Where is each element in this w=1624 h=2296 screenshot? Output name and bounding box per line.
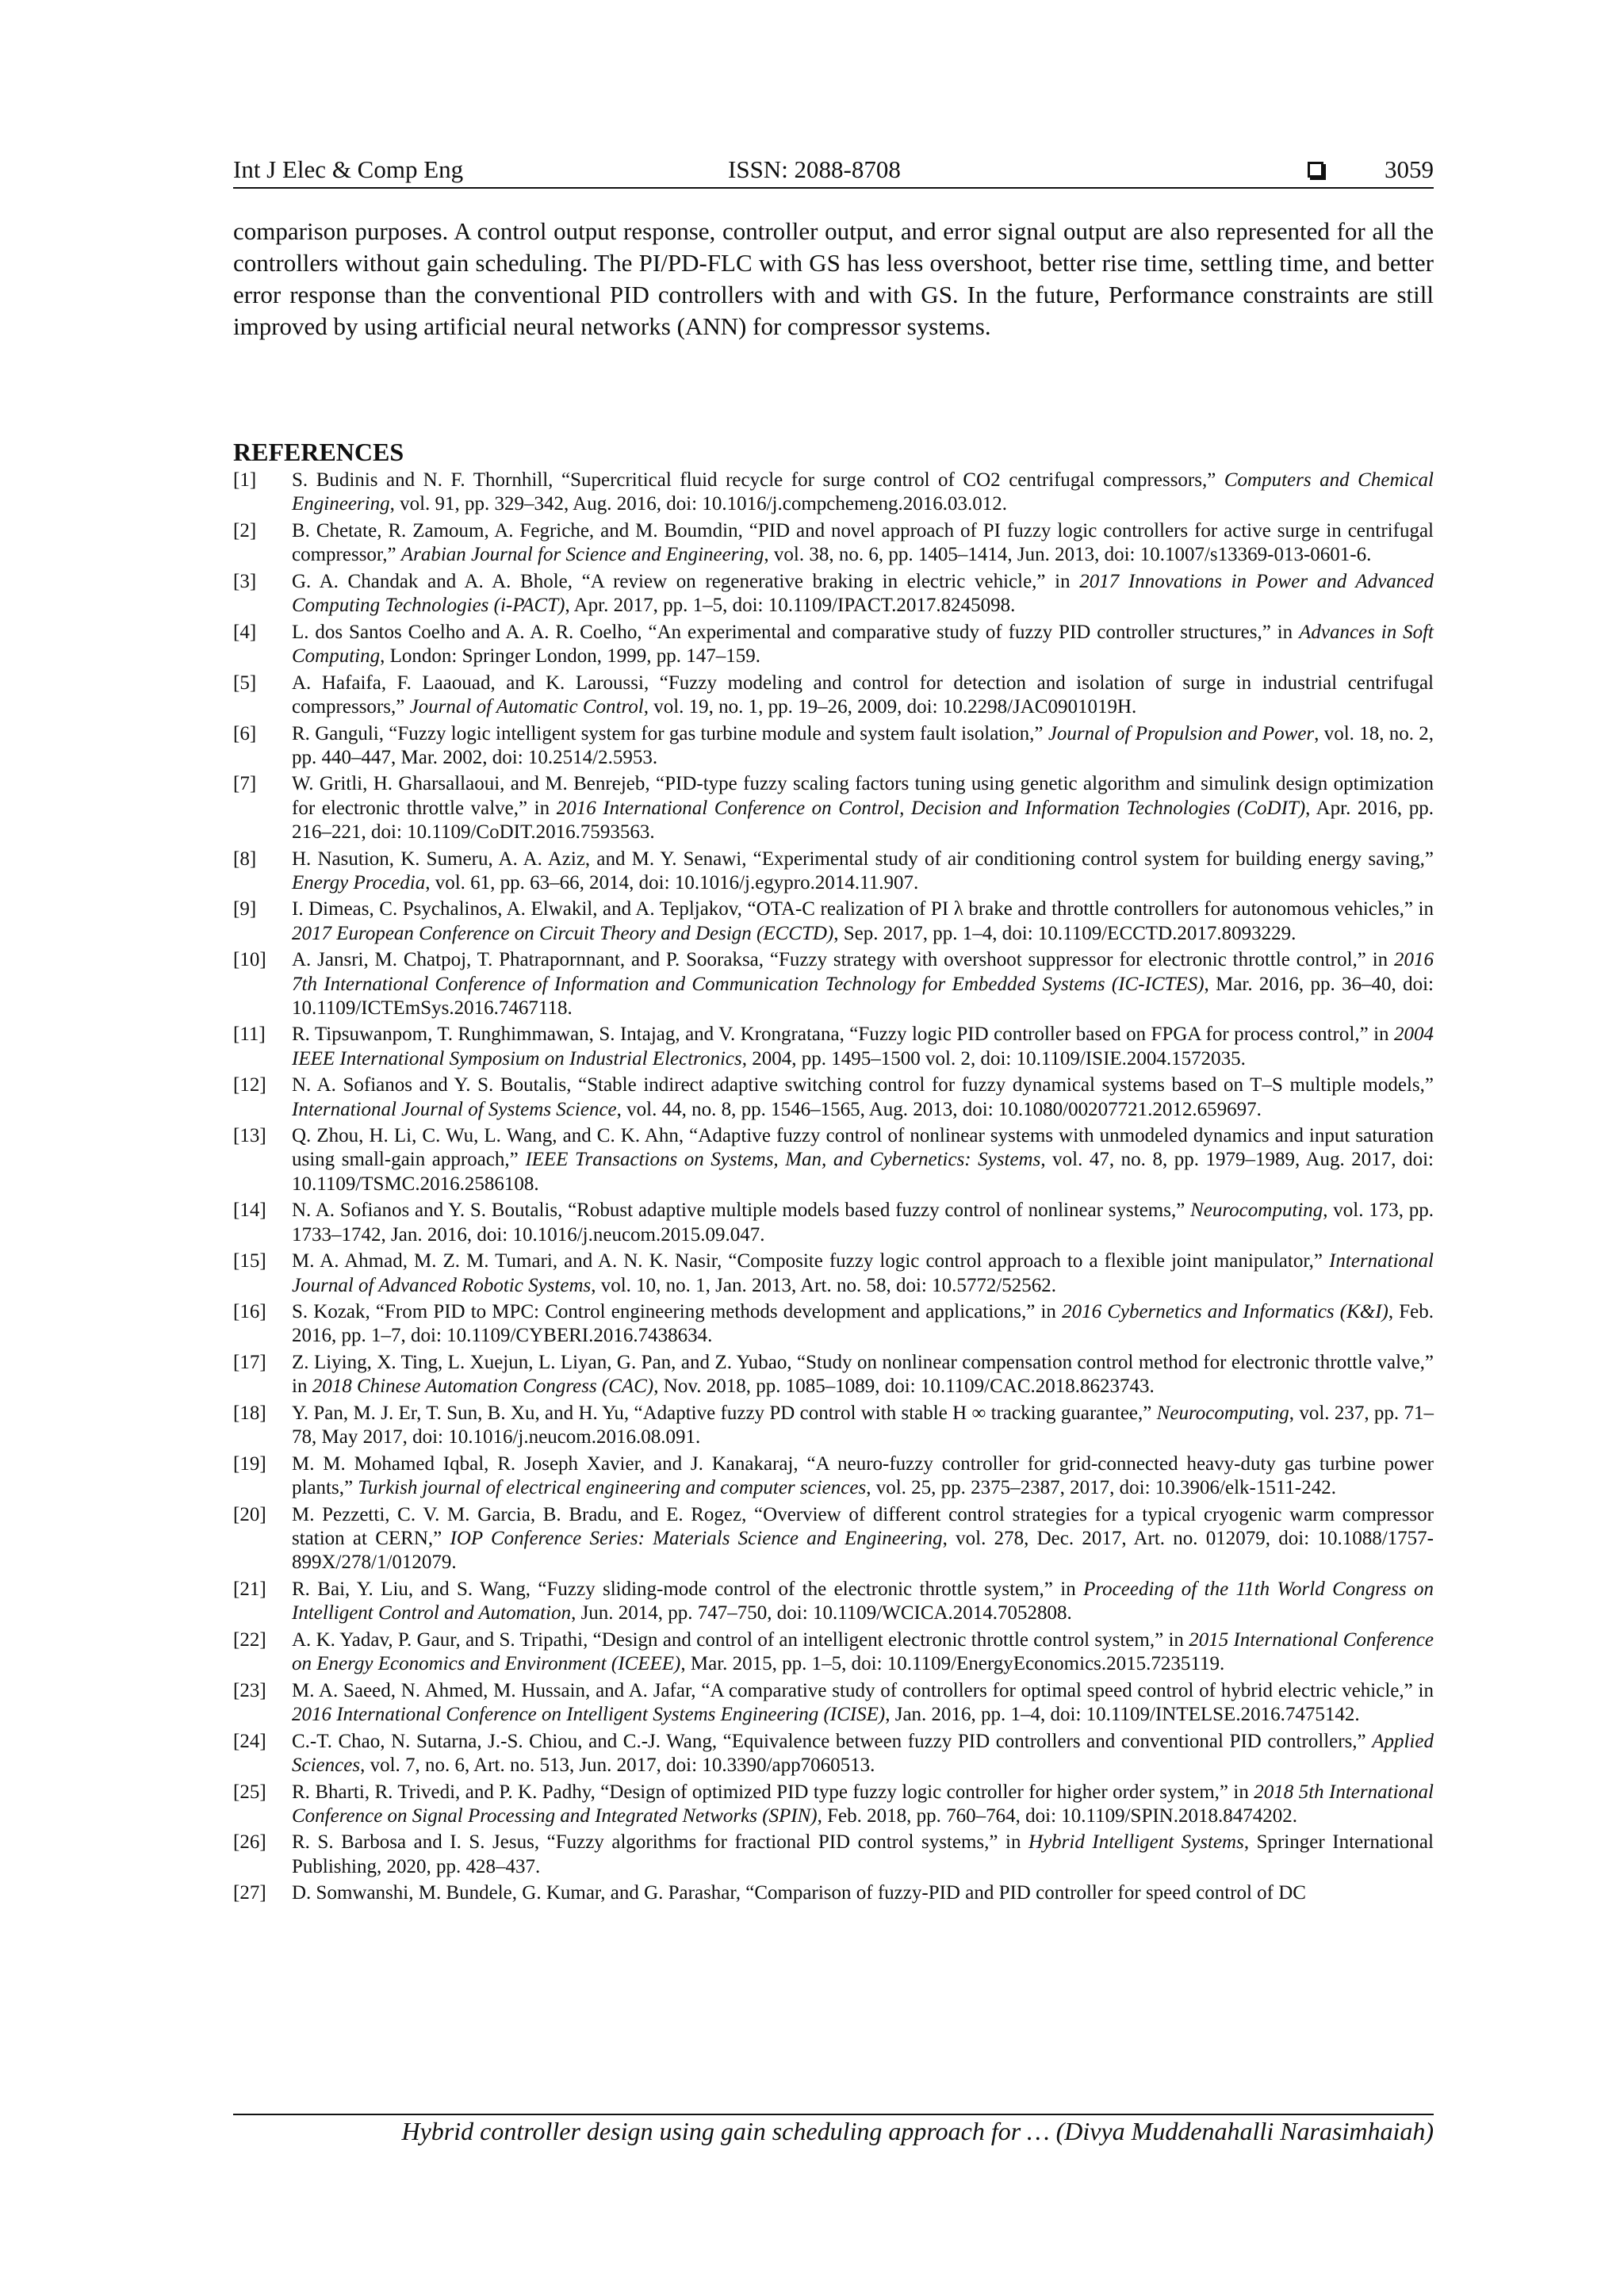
reference-item — [233, 672, 1434, 719]
reference-number: [2] — [233, 519, 257, 541]
reference-authors-title: M. A. Ahmad, M. Z. M. Tumari, and A. N. K. Nasir, “Composite fuzzy logic control approach to a flexible joint manipulator,” — [292, 1250, 1330, 1272]
reference-item — [233, 570, 1434, 618]
reference-details: , Apr. 2017, pp. 1–5, doi: 10.1109/IPACT.2017.8245098. — [565, 595, 1016, 617]
reference-number: [24] — [233, 1730, 266, 1752]
reference-details: , Sep. 2017, pp. 1–4, doi: 10.1109/ECCTD.2017.8093229. — [833, 922, 1297, 944]
reference-venue: Neurocomputing — [1190, 1200, 1323, 1222]
reference-number: [11] — [233, 1024, 266, 1046]
reference-item — [233, 1503, 1434, 1575]
reference-authors-title: A. K. Yadav, P. Gaur, and S. Tripathi, “Design and control of an intelligent electronic throttle control system,” in — [292, 1628, 1189, 1651]
reference-item — [233, 948, 1434, 1020]
reference-authors-title: M. Pezzetti, C. V. M. Garcia, B. Bradu, and E. Rogez, “Overview of different control strategies for a typical cryogenic warm compressor station at CERN,” — [292, 1503, 1434, 1550]
reference-number: [6] — [233, 722, 257, 744]
reference-venue: Journal of Propulsion and Power — [1048, 722, 1315, 744]
reference-details: , Springer International Publishing, 2020, pp. 428–437. — [292, 1831, 1434, 1877]
reference-details: , vol. 61, pp. 63–66, 2014, doi: 10.1016/j.egypro.2014.11.907. — [425, 871, 919, 894]
reference-authors-title: R. Ganguli, “Fuzzy logic intelligent system for gas turbine module and system fault isolation,” — [292, 722, 1048, 744]
reference-venue: 2015 International Conference on Energy Economics and Environment (ICEEE) — [292, 1628, 1434, 1675]
reference-authors-title: N. A. Sofianos and Y. S. Boutalis, “Robust adaptive multiple models based fuzzy control of nonlinear systems,” — [292, 1200, 1191, 1222]
reference-item — [233, 1781, 1434, 1828]
reference-number: [15] — [233, 1250, 266, 1272]
reference-authors-title: S. Budinis and N. F. Thornhill, “Supercritical fluid recycle for surge control of CO2 centrifugal compressors,” — [292, 469, 1224, 491]
reference-number: [9] — [233, 898, 257, 920]
reference-item — [233, 1124, 1434, 1196]
reference-item — [233, 1679, 1434, 1727]
reference-number: [4] — [233, 621, 257, 643]
reference-item — [233, 1452, 1434, 1500]
reference-number: [21] — [233, 1578, 266, 1600]
reference-item — [233, 897, 1434, 945]
reference-details: , vol. 173, pp. 1733–1742, Jan. 2016, doi: 10.1016/j.neucom.2015.09.047. — [292, 1200, 1434, 1246]
reference-details: , Feb. 2018, pp. 760–764, doi: 10.1109/SPIN.2018.8474202. — [817, 1804, 1297, 1827]
reference-details: , vol. 47, no. 8, pp. 1979–1989, Aug. 2017, doi: 10.1109/TSMC.2016.2586108. — [292, 1149, 1434, 1195]
reference-item — [233, 1402, 1434, 1449]
reference-number: [10] — [233, 949, 266, 971]
reference-venue: 2018 Chinese Automation Congress (CAC) — [312, 1376, 654, 1398]
reference-authors-title: L. dos Santos Coelho and A. A. R. Coelho, “An experimental and comparative study of fuzzy PID controller structures,” in — [292, 621, 1300, 643]
reference-authors-title: I. Dimeas, C. Psychalinos, A. Elwakil, and A. Tepljakov, “OTA-C realization of PI λ brake and throttle controllers for autonomous vehicles,” in — [292, 898, 1434, 920]
reference-venue: Advances in Soft Computing — [292, 621, 1434, 667]
reference-number: [7] — [233, 773, 257, 795]
reference-number: [13] — [233, 1125, 266, 1147]
reference-number: [22] — [233, 1628, 266, 1651]
running-title: Hybrid controller design using gain scheduling approach for … (Divya Muddenahalli Narasimhaiah) — [401, 2117, 1434, 2145]
issn: ISSN: 2088-8708 — [728, 155, 901, 183]
reference-details: , vol. 237, pp. 71–78, May 2017, doi: 10.1016/j.neucom.2016.08.091. — [292, 1402, 1434, 1448]
reference-details: , Apr. 2016, pp. 216–221, doi: 10.1109/CoDIT.2016.7593563. — [292, 797, 1434, 843]
reference-venue: Proceeding of the 11th World Congress on Intelligent Control and Automation — [292, 1578, 1434, 1624]
reference-item — [233, 1199, 1434, 1246]
reference-authors-title: N. A. Sofianos and Y. S. Boutalis, “Stable indirect adaptive switching control for fuzzy dynamical systems based on T–S multiple models,” — [292, 1074, 1434, 1096]
reference-authors-title: R. Bai, Y. Liu, and S. Wang, “Fuzzy sliding-mode control of the electronic throttle system,” in — [292, 1578, 1084, 1600]
reference-item — [233, 1578, 1434, 1625]
body-paragraph: comparison purposes. A control output response, controller output, and error signal output are also represented for all the controllers without gain scheduling. The PI/PD-FLC with GS has less overshoot, better rise time, settling time, and better error response than the conventional PID controllers with and with GS. In the future, Performance constraints are still improved by using artificial neural networks (ANN) for compressor systems. — [233, 217, 1434, 340]
reference-item — [233, 1730, 1434, 1777]
reference-item — [233, 722, 1434, 770]
reference-venue: 2016 International Conference on Control, Decision and Information Technologies (CoDIT) — [556, 797, 1306, 819]
reference-details: , vol. 7, no. 6, Art. no. 513, Jun. 2017, doi: 10.3390/app7060513. — [360, 1754, 875, 1776]
reference-details: , vol. 91, pp. 329–342, Aug. 2016, doi: 10.1016/j.compchemeng.2016.03.012. — [389, 493, 1008, 515]
reference-venue: Energy Procedia — [292, 871, 426, 894]
reference-number: [23] — [233, 1679, 266, 1701]
reference-authors-title: Q. Zhou, H. Li, C. Wu, L. Wang, and C. K. Ahn, “Adaptive fuzzy control of nonlinear systems with unmodeled dynamics and input saturation using small-gain approach,” — [292, 1125, 1434, 1171]
reference-number: [25] — [233, 1781, 266, 1803]
reference-authors-title: Y. Pan, M. J. Er, T. Sun, B. Xu, and H. Yu, “Adaptive fuzzy PD control with stable H ∞ tracking guarantee,” — [292, 1402, 1157, 1425]
reference-details: , Mar. 2016, pp. 36–40, doi: 10.1109/ICTEmSys.2016.7467118. — [292, 973, 1434, 1019]
reference-authors-title: H. Nasution, K. Sumeru, A. A. Aziz, and M. Y. Senawi, “Experimental study of air conditioning control system for building energy saving,” — [292, 848, 1434, 870]
references-heading: REFERENCES — [233, 438, 404, 466]
reference-authors-title: R. S. Barbosa and I. S. Jesus, “Fuzzy algorithms for fractional PID control systems,” in — [292, 1831, 1029, 1854]
reference-number: [16] — [233, 1301, 266, 1323]
page-header — [233, 155, 1434, 190]
reference-item — [233, 1023, 1434, 1070]
reference-details: , Jan. 2016, pp. 1–4, doi: 10.1109/INTELSE.2016.7475142. — [885, 1703, 1360, 1725]
reference-item — [233, 848, 1434, 895]
reference-number: [17] — [233, 1352, 266, 1374]
reference-item — [233, 469, 1434, 516]
reference-venue: 2016 Cybernetics and Informatics (K&I) — [1062, 1301, 1388, 1323]
reference-number: [27] — [233, 1882, 266, 1904]
reference-authors-title: R. Tipsuwanpom, T. Runghimmawan, S. Intajag, and V. Krongratana, “Fuzzy logic PID controller based on FPGA for process control,” in — [292, 1024, 1394, 1046]
reference-venue: IEEE Transactions on Systems, Man, and Cybernetics: Systems — [525, 1149, 1041, 1171]
reference-venue: International Journal of Advanced Robotic Systems — [292, 1250, 1434, 1296]
reference-details: , vol. 278, Dec. 2017, Art. no. 012079, doi: 10.1088/1757-899X/278/1/012079. — [292, 1528, 1434, 1574]
reference-details: , Feb. 2016, pp. 1–7, doi: 10.1109/CYBERI.2016.7438634. — [292, 1301, 1434, 1347]
reference-venue: Journal of Automatic Control — [409, 695, 644, 718]
reference-authors-title: Z. Liying, X. Ting, L. Xuejun, L. Liyan, G. Pan, and Z. Yubao, “Study on nonlinear compensation control method for electronic throttle valve,” in — [292, 1352, 1434, 1398]
reference-authors-title: B. Chetate, R. Zamoum, A. Fegriche, and M. Boumdin, “PID and novel approach of PI fuzzy logic controllers for active surge in centrifugal compressor,” — [292, 519, 1434, 566]
reference-authors-title: W. Gritli, H. Gharsallaoui, and M. Benrejeb, “PID-type fuzzy scaling factors tuning using genetic algorithm and simulink design optimization for electronic throttle valve,” in — [292, 773, 1434, 819]
reference-details: , London: Springer London, 1999, pp. 147–159. — [380, 645, 760, 667]
reference-authors-title: M. M. Mohamed Iqbal, R. Joseph Xavier, and J. Kanakaraj, “A neuro-fuzzy controller for grid-connected heavy-duty gas turbine power plants,” — [292, 1452, 1434, 1499]
reference-item — [233, 1351, 1434, 1399]
reference-venue: 2004 IEEE International Symposium on Industrial Electronics — [292, 1024, 1434, 1070]
reference-item — [233, 621, 1434, 668]
reference-item — [233, 772, 1434, 844]
reference-authors-title: A. Hafaifa, F. Laaouad, and K. Laroussi, “Fuzzy modeling and control for detection and isolation of surge in industrial centrifugal compressors,” — [292, 672, 1434, 718]
square-bullet-icon — [1308, 162, 1323, 178]
reference-item — [233, 1300, 1434, 1348]
reference-details: , vol. 18, no. 2, pp. 440–447, Mar. 2002, doi: 10.2514/2.5953. — [292, 722, 1434, 768]
reference-item — [233, 1881, 1434, 1905]
reference-number: [26] — [233, 1831, 266, 1854]
reference-details: , vol. 19, no. 1, pp. 19–26, 2009, doi: 10.2298/JAC0901019H. — [643, 695, 1137, 718]
reference-venue: International Journal of Systems Science — [292, 1098, 617, 1120]
reference-authors-title: C.-T. Chao, N. Sutarna, J.-S. Chiou, and C.-J. Wang, “Equivalence between fuzzy PID controllers and conventional PID controllers,” — [292, 1730, 1373, 1752]
reference-venue: Computers and Chemical Engineering — [292, 469, 1434, 515]
reference-venue: Neurocomputing — [1156, 1402, 1289, 1425]
reference-venue: Applied Sciences — [292, 1730, 1434, 1776]
reference-number: [18] — [233, 1402, 266, 1425]
reference-venue: IOP Conference Series: Materials Science and Engineering — [450, 1528, 943, 1550]
reference-number: [12] — [233, 1074, 266, 1096]
reference-details: , vol. 38, no. 6, pp. 1405–1414, Jun. 2013, doi: 10.1007/s13369-013-0601-6. — [764, 544, 1372, 566]
reference-details: , Jun. 2014, pp. 747–750, doi: 10.1109/WCICA.2014.7052808. — [571, 1602, 1072, 1624]
reference-authors-title: G. A. Chandak and A. A. Bhole, “A review on regenerative braking in electric vehicle,” in — [292, 570, 1080, 592]
reference-item — [233, 1073, 1434, 1121]
reference-venue: Arabian Journal for Science and Engineering — [400, 544, 764, 566]
page-number: 3059 — [1385, 155, 1434, 183]
reference-venue: Turkish journal of electrical engineering and computer sciences — [358, 1477, 867, 1499]
journal-name: Int J Elec & Comp Eng — [233, 155, 464, 183]
reference-details: , vol. 25, pp. 2375–2387, 2017, doi: 10.3906/elk-1511-242. — [866, 1477, 1336, 1499]
reference-venue: 2018 5th International Conference on Signal Processing and Integrated Networks (SPIN) — [292, 1781, 1434, 1827]
reference-number: [20] — [233, 1503, 266, 1525]
reference-number: [19] — [233, 1452, 266, 1475]
reference-venue: 2016 International Conference on Intelligent Systems Engineering (ICISE) — [292, 1703, 886, 1725]
reference-authors-title: A. Jansri, M. Chatpoj, T. Phatrapornnant, and P. Sooraksa, “Fuzzy strategy with overshoot suppressor for electronic throttle control,” in — [292, 949, 1394, 971]
reference-item — [233, 1249, 1434, 1297]
reference-venue: Hybrid Intelligent Systems — [1028, 1831, 1244, 1854]
reference-authors-title: S. Kozak, “From PID to MPC: Control engineering methods development and applications,” in — [292, 1301, 1063, 1323]
reference-item — [233, 1831, 1434, 1878]
reference-authors-title: M. A. Saeed, N. Ahmed, M. Hussain, and A. Jafar, “A comparative study of controllers for optimal speed control of hybrid electric vehicle,” in — [292, 1679, 1434, 1701]
reference-item — [233, 519, 1434, 567]
reference-venue: 2017 European Conference on Circuit Theory and Design (ECCTD) — [292, 922, 834, 944]
reference-details: , vol. 10, no. 1, Jan. 2013, Art. no. 58, doi: 10.5772/52562. — [591, 1274, 1057, 1296]
reference-number: [14] — [233, 1200, 266, 1222]
footer-divider — [233, 2114, 1434, 2115]
reference-details: , Mar. 2015, pp. 1–5, doi: 10.1109/EnergyEconomics.2015.7235119. — [680, 1653, 1225, 1675]
reference-authors-title: R. Bharti, R. Trivedi, and P. K. Padhy, “Design of optimized PID type fuzzy logic controller for higher order system,” in — [292, 1781, 1254, 1803]
reference-number: [1] — [233, 469, 257, 491]
reference-details: , vol. 44, no. 8, pp. 1546–1565, Aug. 2013, doi: 10.1080/00207721.2012.659697. — [616, 1098, 1262, 1120]
reference-number: [8] — [233, 848, 257, 870]
reference-number: [3] — [233, 570, 257, 592]
reference-details: , 2004, pp. 1495–1500 vol. 2, doi: 10.1109/ISIE.2004.1572035. — [741, 1047, 1246, 1070]
reference-venue: 2016 7th International Conference of Information and Communication Technology for Embedded Systems (IC-ICTES) — [292, 949, 1434, 995]
body-text — [233, 216, 1434, 342]
reference-venue: 2017 Innovations in Power and Advanced Computing Technologies (i-PACT) — [292, 570, 1434, 617]
reference-number: [5] — [233, 672, 257, 694]
reference-list — [233, 469, 1434, 1908]
reference-details: , Nov. 2018, pp. 1085–1089, doi: 10.1109/CAC.2018.8623743. — [653, 1376, 1155, 1398]
reference-item — [233, 1628, 1434, 1676]
reference-authors-title: D. Somwanshi, M. Bundele, G. Kumar, and G. Parashar, “Comparison of fuzzy-PID and PID controller for speed control of DC — [292, 1882, 1306, 1904]
header-divider — [233, 187, 1434, 189]
